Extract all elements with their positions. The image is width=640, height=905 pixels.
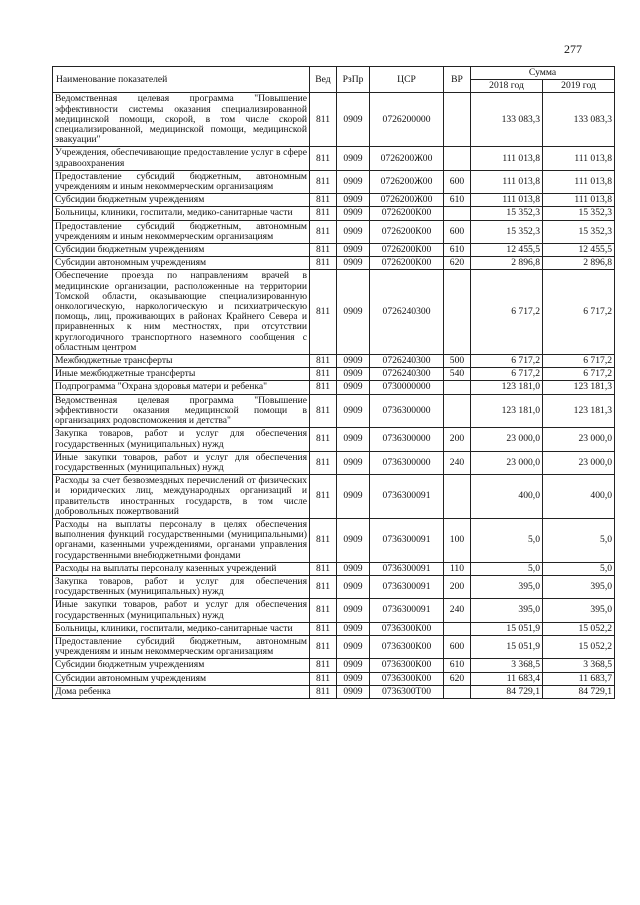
row-rzpr: 0909 xyxy=(337,451,370,474)
row-vr xyxy=(444,147,471,170)
table-row xyxy=(53,672,615,685)
table-row xyxy=(53,575,615,598)
row-csr: 0736300К00 xyxy=(370,622,444,635)
row-name: Предоставление субсидий бюджетным, автономным учреждениям и иным некоммерческим организациям xyxy=(53,170,310,193)
row-ved: 811 xyxy=(310,635,337,658)
row-rzpr: 0909 xyxy=(337,575,370,598)
row-name: Дома ребенка xyxy=(53,685,310,698)
row-ved: 811 xyxy=(310,147,337,170)
table-row xyxy=(53,381,615,394)
row-ved: 811 xyxy=(310,562,337,575)
row-name: Субсидии автономным учреждениям xyxy=(53,672,310,685)
row-sum-2018: 15 051,9 xyxy=(471,635,543,658)
row-sum-2018: 395,0 xyxy=(471,575,543,598)
row-csr: 0726240300 xyxy=(370,355,444,368)
row-csr: 0726200000 xyxy=(370,93,444,147)
header-vr: ВР xyxy=(444,67,471,93)
row-sum-2019: 15 052,2 xyxy=(543,635,615,658)
row-ved: 811 xyxy=(310,220,337,243)
row-rzpr: 0909 xyxy=(337,635,370,658)
row-sum-2018: 15 051,9 xyxy=(471,622,543,635)
row-name: Больницы, клиники, госпитали, медико-санитарные части xyxy=(53,622,310,635)
row-ved: 811 xyxy=(310,685,337,698)
row-sum-2019: 123 181,3 xyxy=(543,381,615,394)
row-rzpr: 0909 xyxy=(337,194,370,207)
row-csr: 0736300000 xyxy=(370,451,444,474)
row-sum-2018: 23 000,0 xyxy=(471,428,543,451)
row-csr: 0736300091 xyxy=(370,562,444,575)
row-csr: 0726240300 xyxy=(370,270,444,355)
row-sum-2018: 133 083,3 xyxy=(471,93,543,147)
row-name: Иные закупки товаров, работ и услуг для обеспечения государственных (муниципальных) нужд xyxy=(53,451,310,474)
row-rzpr: 0909 xyxy=(337,220,370,243)
row-sum-2018: 5,0 xyxy=(471,518,543,562)
row-sum-2018: 84 729,1 xyxy=(471,685,543,698)
row-rzpr: 0909 xyxy=(337,93,370,147)
row-csr: 0730000000 xyxy=(370,381,444,394)
row-name: Субсидии автономным учреждениям xyxy=(53,257,310,270)
row-csr: 0736300091 xyxy=(370,599,444,622)
row-vr xyxy=(444,381,471,394)
row-sum-2019: 395,0 xyxy=(543,575,615,598)
row-ved: 811 xyxy=(310,194,337,207)
row-csr: 0736300000 xyxy=(370,394,444,428)
row-csr: 0726200Ж00 xyxy=(370,194,444,207)
table-body xyxy=(53,93,615,699)
row-rzpr: 0909 xyxy=(337,659,370,672)
row-name: Учреждения, обеспечивающие предоставление услуг в сфере здравоохранения xyxy=(53,147,310,170)
row-sum-2019: 111 013,8 xyxy=(543,147,615,170)
row-rzpr: 0909 xyxy=(337,518,370,562)
table-row xyxy=(53,394,615,428)
row-name: Подпрограмма "Охрана здоровья матери и ребенка" xyxy=(53,381,310,394)
row-rzpr: 0909 xyxy=(337,428,370,451)
row-sum-2018: 111 013,8 xyxy=(471,194,543,207)
table-row xyxy=(53,170,615,193)
row-rzpr: 0909 xyxy=(337,672,370,685)
row-sum-2019: 84 729,1 xyxy=(543,685,615,698)
row-sum-2019: 6 717,2 xyxy=(543,368,615,381)
row-sum-2018: 11 683,4 xyxy=(471,672,543,685)
row-name: Обеспечение проезда по направлениям врачей в медицинские организации, расположенные на территории Томской области, оказывающие специализированную онкологическую, наркологическую и психиатрическую помощь, лиц, проживающих в районах Крайнего Севера и приравненных к ним местностях, при отсутствии круглогодичного транспортного наземного сообщения с областным центром xyxy=(53,270,310,355)
row-csr: 0736300000 xyxy=(370,428,444,451)
row-sum-2019: 23 000,0 xyxy=(543,451,615,474)
row-sum-2019: 15 052,2 xyxy=(543,622,615,635)
row-csr: 0736300К00 xyxy=(370,672,444,685)
row-rzpr: 0909 xyxy=(337,622,370,635)
table-row xyxy=(53,355,615,368)
table-row xyxy=(53,428,615,451)
row-vr xyxy=(444,475,471,519)
table-row xyxy=(53,147,615,170)
row-csr: 0736300091 xyxy=(370,475,444,519)
row-ved: 811 xyxy=(310,394,337,428)
row-vr: 540 xyxy=(444,368,471,381)
row-sum-2018: 395,0 xyxy=(471,599,543,622)
row-vr: 600 xyxy=(444,170,471,193)
row-name: Ведомственная целевая программа "Повышение эффективности системы оказания специализированной медицинской помощи, скорой, в том числе скорой специализированной, медицинской помощи, медицинской эвакуации" xyxy=(53,93,310,147)
table-row xyxy=(53,659,615,672)
row-sum-2019: 2 896,8 xyxy=(543,257,615,270)
row-vr xyxy=(444,270,471,355)
row-sum-2018: 123 181,0 xyxy=(471,381,543,394)
row-vr: 620 xyxy=(444,672,471,685)
row-sum-2018: 400,0 xyxy=(471,475,543,519)
row-csr: 0736300К00 xyxy=(370,659,444,672)
row-name: Субсидии бюджетным учреждениям xyxy=(53,244,310,257)
row-sum-2018: 3 368,5 xyxy=(471,659,543,672)
row-ved: 811 xyxy=(310,622,337,635)
header-sum: Сумма xyxy=(471,67,615,80)
page-number: 277 xyxy=(564,42,582,56)
row-csr: 0736300Т00 xyxy=(370,685,444,698)
row-ved: 811 xyxy=(310,170,337,193)
row-csr: 0726200К00 xyxy=(370,244,444,257)
row-name: Расходы за счет безвозмездных перечислений от физических и юридических лиц, международных организаций и правительств иностранных государств, в том числе добровольных пожертвований xyxy=(53,475,310,519)
row-name: Ведомственная целевая программа "Повышение эффективности оказания медицинской помощи в организациях родовспоможения и детства" xyxy=(53,394,310,428)
row-ved: 811 xyxy=(310,428,337,451)
row-name: Расходы на выплаты персоналу казенных учреждений xyxy=(53,562,310,575)
row-vr xyxy=(444,207,471,220)
table-row xyxy=(53,207,615,220)
row-sum-2018: 111 013,8 xyxy=(471,147,543,170)
table-row xyxy=(53,194,615,207)
row-ved: 811 xyxy=(310,672,337,685)
row-csr: 0726240300 xyxy=(370,368,444,381)
table-header xyxy=(53,67,615,93)
row-ved: 811 xyxy=(310,518,337,562)
row-sum-2019: 23 000,0 xyxy=(543,428,615,451)
row-name: Субсидии бюджетным учреждениям xyxy=(53,194,310,207)
row-sum-2019: 15 352,3 xyxy=(543,220,615,243)
row-rzpr: 0909 xyxy=(337,562,370,575)
row-rzpr: 0909 xyxy=(337,207,370,220)
row-vr: 610 xyxy=(444,244,471,257)
row-ved: 811 xyxy=(310,575,337,598)
row-sum-2019: 111 013,8 xyxy=(543,194,615,207)
row-rzpr: 0909 xyxy=(337,475,370,519)
row-vr xyxy=(444,93,471,147)
row-sum-2018: 6 717,2 xyxy=(471,355,543,368)
header-year-2018: 2018 год xyxy=(471,80,543,93)
row-rzpr: 0909 xyxy=(337,147,370,170)
row-vr xyxy=(444,394,471,428)
row-sum-2019: 15 352,3 xyxy=(543,207,615,220)
row-ved: 811 xyxy=(310,451,337,474)
row-vr: 200 xyxy=(444,575,471,598)
row-name: Больницы, клиники, госпитали, медико-санитарные части xyxy=(53,207,310,220)
row-csr: 0726200К00 xyxy=(370,207,444,220)
table-row xyxy=(53,622,615,635)
row-name: Расходы на выплаты персоналу в целях обеспечения выполнения функций государственными (муниципальными) органами, казенными учреждениями, органами управления государственными внебюджетными фондами xyxy=(53,518,310,562)
row-name: Закупка товаров, работ и услуг для обеспечения государственных (муниципальных) нужд xyxy=(53,428,310,451)
table-row xyxy=(53,93,615,147)
row-sum-2019: 11 683,7 xyxy=(543,672,615,685)
table-row xyxy=(53,475,615,519)
row-rzpr: 0909 xyxy=(337,381,370,394)
row-ved: 811 xyxy=(310,475,337,519)
table-row xyxy=(53,518,615,562)
row-vr: 500 xyxy=(444,355,471,368)
row-sum-2019: 133 083,3 xyxy=(543,93,615,147)
row-vr: 610 xyxy=(444,659,471,672)
table-row xyxy=(53,451,615,474)
row-ved: 811 xyxy=(310,93,337,147)
row-sum-2019: 123 181,3 xyxy=(543,394,615,428)
row-sum-2018: 6 717,2 xyxy=(471,368,543,381)
row-sum-2018: 123 181,0 xyxy=(471,394,543,428)
row-sum-2019: 6 717,2 xyxy=(543,270,615,355)
row-sum-2019: 12 455,5 xyxy=(543,244,615,257)
row-vr: 110 xyxy=(444,562,471,575)
table-row xyxy=(53,220,615,243)
row-sum-2018: 15 352,3 xyxy=(471,220,543,243)
budget-table xyxy=(52,66,615,699)
row-csr: 0726200К00 xyxy=(370,220,444,243)
row-ved: 811 xyxy=(310,368,337,381)
header-csr: ЦСР xyxy=(370,67,444,93)
row-sum-2019: 6 717,2 xyxy=(543,355,615,368)
row-csr: 0726200Ж00 xyxy=(370,170,444,193)
header-rzpr: РзПр xyxy=(337,67,370,93)
row-rzpr: 0909 xyxy=(337,257,370,270)
row-sum-2018: 111 013,8 xyxy=(471,170,543,193)
row-vr: 610 xyxy=(444,194,471,207)
row-rzpr: 0909 xyxy=(337,368,370,381)
row-sum-2019: 5,0 xyxy=(543,562,615,575)
row-ved: 811 xyxy=(310,257,337,270)
row-rzpr: 0909 xyxy=(337,244,370,257)
row-vr xyxy=(444,685,471,698)
row-ved: 811 xyxy=(310,270,337,355)
row-sum-2018: 5,0 xyxy=(471,562,543,575)
row-vr: 600 xyxy=(444,220,471,243)
row-csr: 0736300091 xyxy=(370,575,444,598)
row-vr: 200 xyxy=(444,428,471,451)
header-year-2019: 2019 год xyxy=(543,80,615,93)
row-csr: 0726200К00 xyxy=(370,257,444,270)
row-ved: 811 xyxy=(310,244,337,257)
row-vr: 600 xyxy=(444,635,471,658)
row-rzpr: 0909 xyxy=(337,355,370,368)
table-row xyxy=(53,685,615,698)
row-sum-2018: 23 000,0 xyxy=(471,451,543,474)
row-rzpr: 0909 xyxy=(337,170,370,193)
row-vr: 240 xyxy=(444,451,471,474)
row-vr: 100 xyxy=(444,518,471,562)
row-csr: 0736300К00 xyxy=(370,635,444,658)
row-ved: 811 xyxy=(310,207,337,220)
row-csr: 0726200Ж00 xyxy=(370,147,444,170)
row-sum-2019: 400,0 xyxy=(543,475,615,519)
table-row xyxy=(53,244,615,257)
row-sum-2018: 15 352,3 xyxy=(471,207,543,220)
table-row xyxy=(53,562,615,575)
table-row xyxy=(53,599,615,622)
row-sum-2019: 111 013,8 xyxy=(543,170,615,193)
row-name: Закупка товаров, работ и услуг для обеспечения государственных (муниципальных) нужд xyxy=(53,575,310,598)
row-csr: 0736300091 xyxy=(370,518,444,562)
row-vr xyxy=(444,622,471,635)
row-rzpr: 0909 xyxy=(337,270,370,355)
row-sum-2018: 2 896,8 xyxy=(471,257,543,270)
table-row xyxy=(53,368,615,381)
row-sum-2019: 3 368,5 xyxy=(543,659,615,672)
header-ved: Вед xyxy=(310,67,337,93)
row-rzpr: 0909 xyxy=(337,685,370,698)
row-name: Иные межбюджетные трансферты xyxy=(53,368,310,381)
table-row xyxy=(53,635,615,658)
row-ved: 811 xyxy=(310,381,337,394)
table-row xyxy=(53,257,615,270)
row-name: Предоставление субсидий бюджетным, автономным учреждениям и иным некоммерческим организациям xyxy=(53,220,310,243)
row-sum-2019: 395,0 xyxy=(543,599,615,622)
row-vr: 240 xyxy=(444,599,471,622)
row-ved: 811 xyxy=(310,599,337,622)
row-name: Межбюджетные трансферты xyxy=(53,355,310,368)
table-row xyxy=(53,270,615,355)
row-sum-2019: 5,0 xyxy=(543,518,615,562)
row-name: Иные закупки товаров, работ и услуг для обеспечения государственных (муниципальных) нужд xyxy=(53,599,310,622)
row-sum-2018: 6 717,2 xyxy=(471,270,543,355)
header-name: Наименование показателей xyxy=(53,67,310,93)
row-sum-2018: 12 455,5 xyxy=(471,244,543,257)
row-rzpr: 0909 xyxy=(337,394,370,428)
row-rzpr: 0909 xyxy=(337,599,370,622)
row-vr: 620 xyxy=(444,257,471,270)
row-ved: 811 xyxy=(310,659,337,672)
row-name: Предоставление субсидий бюджетным, автономным учреждениям и иным некоммерческим организациям xyxy=(53,635,310,658)
row-name: Субсидии бюджетным учреждениям xyxy=(53,659,310,672)
row-ved: 811 xyxy=(310,355,337,368)
